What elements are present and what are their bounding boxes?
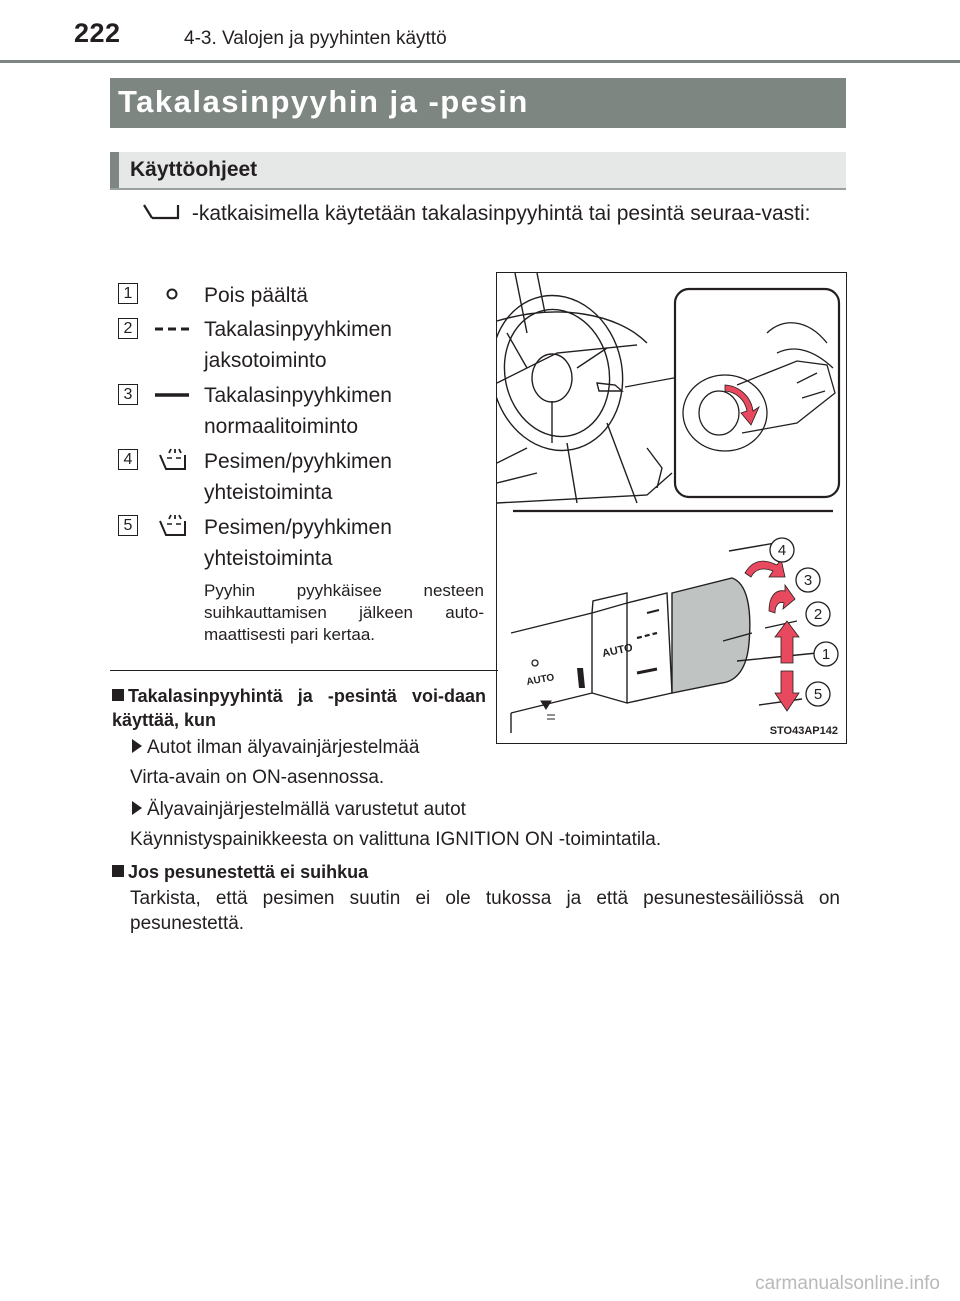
case-no-smart-key: Autot ilman älyavainjärjestelmää: [132, 736, 492, 760]
switch-label-auto: AUTO: [525, 672, 556, 688]
position-number: 3: [118, 384, 138, 405]
svg-text:3: 3: [803, 572, 813, 589]
illustration-drawing: [497, 273, 845, 741]
position-label: Pesimen/pyyhkimen yhteistoiminta: [204, 516, 392, 570]
triangle-bullet-icon: [132, 801, 142, 815]
callout-2: [803, 599, 833, 629]
callout-4: [767, 535, 797, 565]
header-rule: [0, 60, 960, 63]
washer-fluid-text: Tarkista, että pesimen suutin ei ole tukossa ja että pesunestesäiliössä on pesunestettä.: [130, 888, 840, 934]
figure-code: STO43AP142: [769, 725, 838, 737]
off-circle-icon: [152, 281, 192, 309]
intro-text: -katkaisimella käytetään takalasinpyyhintä tai pesintä seuraa-vasti:: [186, 202, 811, 225]
intermittent-dashes-icon: [152, 316, 192, 344]
svg-text:5: 5: [813, 686, 823, 703]
callout-5: [803, 679, 833, 709]
subsection-bar: [110, 152, 846, 190]
position-number: 1: [118, 283, 138, 304]
intro-paragraph: [130, 198, 838, 230]
washer-fluid-heading: Jos pesunestettä ei suihkua: [112, 860, 812, 884]
square-bullet-icon: [112, 865, 124, 877]
position-label: Takalasinpyyhkimen jaksotoiminto: [204, 318, 392, 372]
svg-text:4: 4: [777, 542, 787, 559]
case-smart-key-text: Käynnistyspainikkeesta on valittuna IGNITION ON -toimintatila.: [130, 829, 662, 850]
normal-solid-line-icon: [152, 382, 192, 410]
callout-3: [793, 565, 823, 595]
subsection-title: Käyttöohjeet: [130, 158, 258, 181]
case-no-smart-key-text: Virta-avain on ON-asennossa.: [130, 767, 385, 788]
case-smart-key: Älyavainjärjestelmällä varustetut autot: [132, 798, 832, 822]
position-number: 4: [118, 449, 138, 470]
svg-text:2: 2: [813, 606, 823, 623]
rear-wiper-symbol-icon: [130, 202, 186, 224]
subsection-accent: [110, 152, 119, 188]
triangle-bullet-icon: [132, 739, 142, 753]
callout-1: [811, 639, 841, 669]
wiper-switch-illustration: [496, 272, 847, 744]
position-label: Pesimen/pyyhkimen yhteistoiminta: [204, 450, 392, 504]
square-bullet-icon: [112, 689, 124, 701]
chapter-heading: 4-3. Valojen ja pyyhinten käyttö: [184, 28, 447, 49]
position-label: Pois päältä: [204, 284, 308, 307]
position-number: 5: [118, 515, 138, 536]
position-label: Takalasinpyyhkimen normaalitoiminto: [204, 384, 392, 438]
washer-wiper-icon: [152, 513, 192, 541]
separator-line: [110, 670, 498, 671]
position-number: 2: [118, 318, 138, 339]
usage-conditions-heading: Takalasinpyyhintä ja -pesintä voi-daan käyttää, kun: [112, 686, 486, 730]
watermark: carmanualsonline.info: [755, 1273, 940, 1294]
page-number: 222: [74, 18, 121, 48]
washer-wiper-icon: [152, 447, 192, 475]
switch-label-auto: AUTO: [601, 641, 634, 660]
auto-wipe-note: Pyyhin pyyhkäisee nesteen suihkauttamisen jälkeen auto-maattisesti pari kertaa.: [204, 581, 484, 644]
svg-text:1: 1: [821, 646, 831, 663]
section-title: Takalasinpyyhin ja -pesin: [110, 78, 846, 128]
